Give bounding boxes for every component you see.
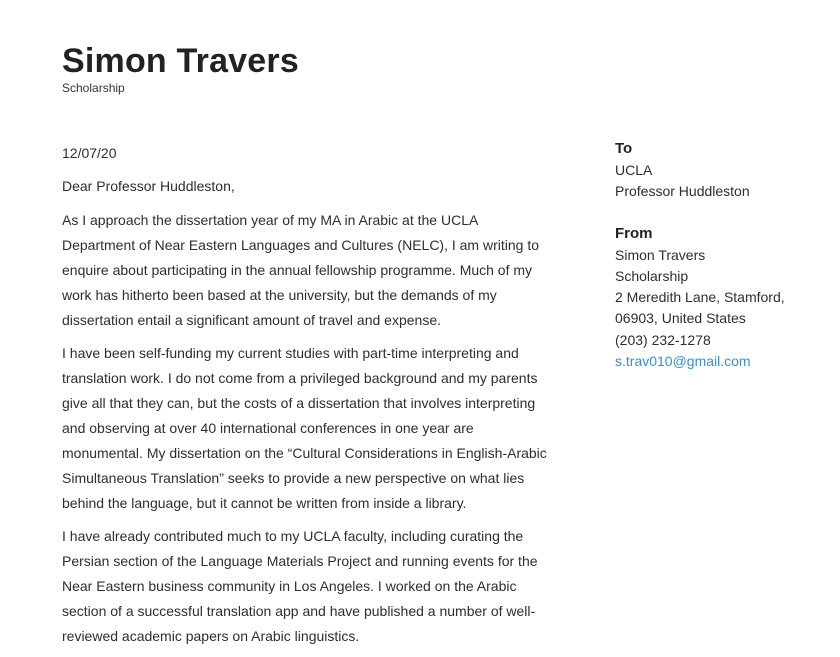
- letter-body: [62, 141, 547, 657]
- sender-block: [615, 223, 825, 373]
- address-sidebar: [615, 138, 825, 372]
- sender-phone: (203) 232-1278: [615, 331, 711, 348]
- applicant-name: Simon Travers: [62, 42, 299, 80]
- letter-salutation: Dear Professor Huddleston,: [62, 178, 235, 194]
- sender-postcode-country: 06903, United States: [615, 310, 746, 327]
- document-subtitle: Scholarship: [62, 81, 125, 95]
- sender-role: Scholarship: [615, 267, 689, 284]
- sender-street: 2 Meredith Lane, Stamford,: [615, 289, 785, 306]
- letter-date: 12/07/20: [62, 145, 117, 161]
- recipient-heading: To: [615, 140, 633, 157]
- sender-email-link[interactable]: s.trav010@gmail.com: [615, 353, 751, 370]
- letter-paragraph-3: I have already contributed much to my UCLA faculty, including curating the Persian section of the Language Materials Project and running events for the Near Eastern business community in Los Angeles. I worked on the Arabic section of a successful translation app and have published a number of well-reviewed academic papers on Arabic linguistics.: [62, 528, 538, 644]
- recipient-name: Professor Huddleston: [615, 183, 750, 200]
- recipient-organization: UCLA: [615, 162, 653, 178]
- letter-paragraph-1: As I approach the dissertation year of my MA in Arabic at the UCLA Department of Near Eastern Languages and Cultures (NELC), I am writing to enquire about participating in the annual fellowship programme. Much of my work has hitherto been based at the university, but the demands of my dissertation entail a significant amount of travel and expense.: [62, 212, 540, 328]
- sender-heading: From: [615, 224, 653, 242]
- recipient-block: [615, 138, 825, 203]
- sender-name: Simon Travers: [615, 246, 706, 263]
- letter-paragraph-2: I have been self-funding my current studies with part-time interpreting and translation work. I do not come from a privileged background and my parents give all that they can, but the costs of a dissertation that involves interpreting and observing at over 40 international conferences in one year are monumental. My dissertation on the “Cultural Considerations in English-Arabic Simultaneous Translation” seeks to provide a new perspective on what lies behind the language, but it cannot be written from inside a library.: [62, 345, 547, 511]
